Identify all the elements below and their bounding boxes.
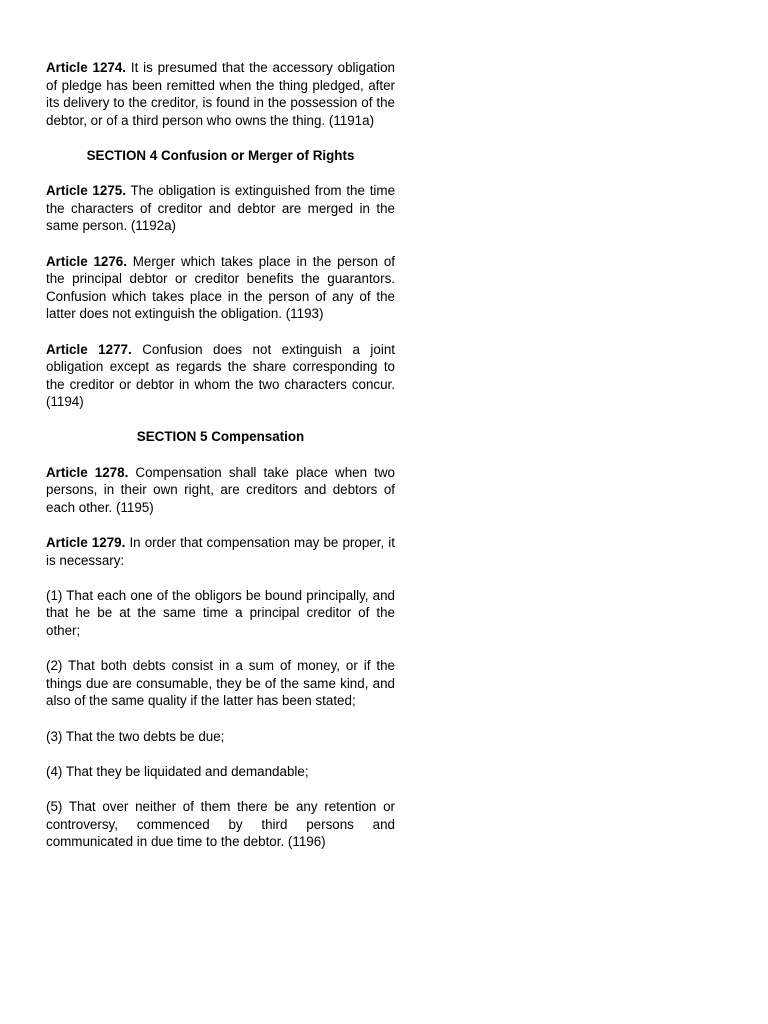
requirement-item-3: (3) That the two debts be due; (46, 728, 225, 744)
requirement-item-2: (2) That both debts consist in a sum of money, or if the things due are consumable, they be of the same kind, and also of the same quality if the latter has been stated; (46, 658, 395, 709)
article-text: Confusion does not extinguish a joint obligation except as regards the share corresponding to the creditor or debtor in whom the two characters concur. (1194) (46, 341, 395, 410)
section-4-heading: SECTION 4 Confusion or Merger of Rights (86, 147, 355, 163)
article-label: Article 1278. (46, 464, 129, 480)
article-label: Article 1277. (46, 341, 132, 357)
article-text: The obligation is extinguished from the time the characters of creditor and debtor are merged in the same person. (1192a) (46, 183, 396, 234)
article-1276 (46, 253, 395, 323)
document-page (46, 59, 395, 868)
article-label: Article 1279. (46, 535, 126, 551)
article-label: Article 1276. (46, 253, 127, 269)
article-label: Article 1274. (46, 60, 127, 75)
article-1278 (46, 464, 395, 517)
article-text: Merger which takes place in the person of the principal debtor or creditor benefits the guarantors. Confusion which takes place in the person of any of the latter does not extinguish the obligation. (1193) (46, 253, 395, 322)
article-text: It is presumed that the accessory obligation of pledge has been remitted when the thing pledged, after its delivery to the creditor, is found in the possession of the debtor, or of a third person who owns the thing. (1191a) (46, 60, 395, 128)
requirement-item-5: (5) That over neither of them there be any retention or controversy, commenced by third persons and communicated in due time to the debtor. (1196) (46, 798, 395, 850)
article-text: Compensation shall take place when two persons, in their own right, are creditors and debtors of each other. (1195) (46, 464, 395, 515)
article-label: Article 1275. (46, 183, 126, 199)
article-1275 (46, 182, 395, 235)
article-text: In order that compensation may be proper, it is necessary: (46, 535, 395, 568)
article-1279 (46, 534, 395, 569)
article-1277 (46, 341, 395, 411)
requirement-item-1: (1) That each one of the obligors be bound principally, and that he be at the same time a principal creditor of the other; (46, 587, 395, 638)
requirement-item-4: (4) That they be liquidated and demandable; (46, 763, 309, 779)
section-5-heading: SECTION 5 Compensation (136, 429, 305, 445)
article-1274 (46, 59, 395, 129)
